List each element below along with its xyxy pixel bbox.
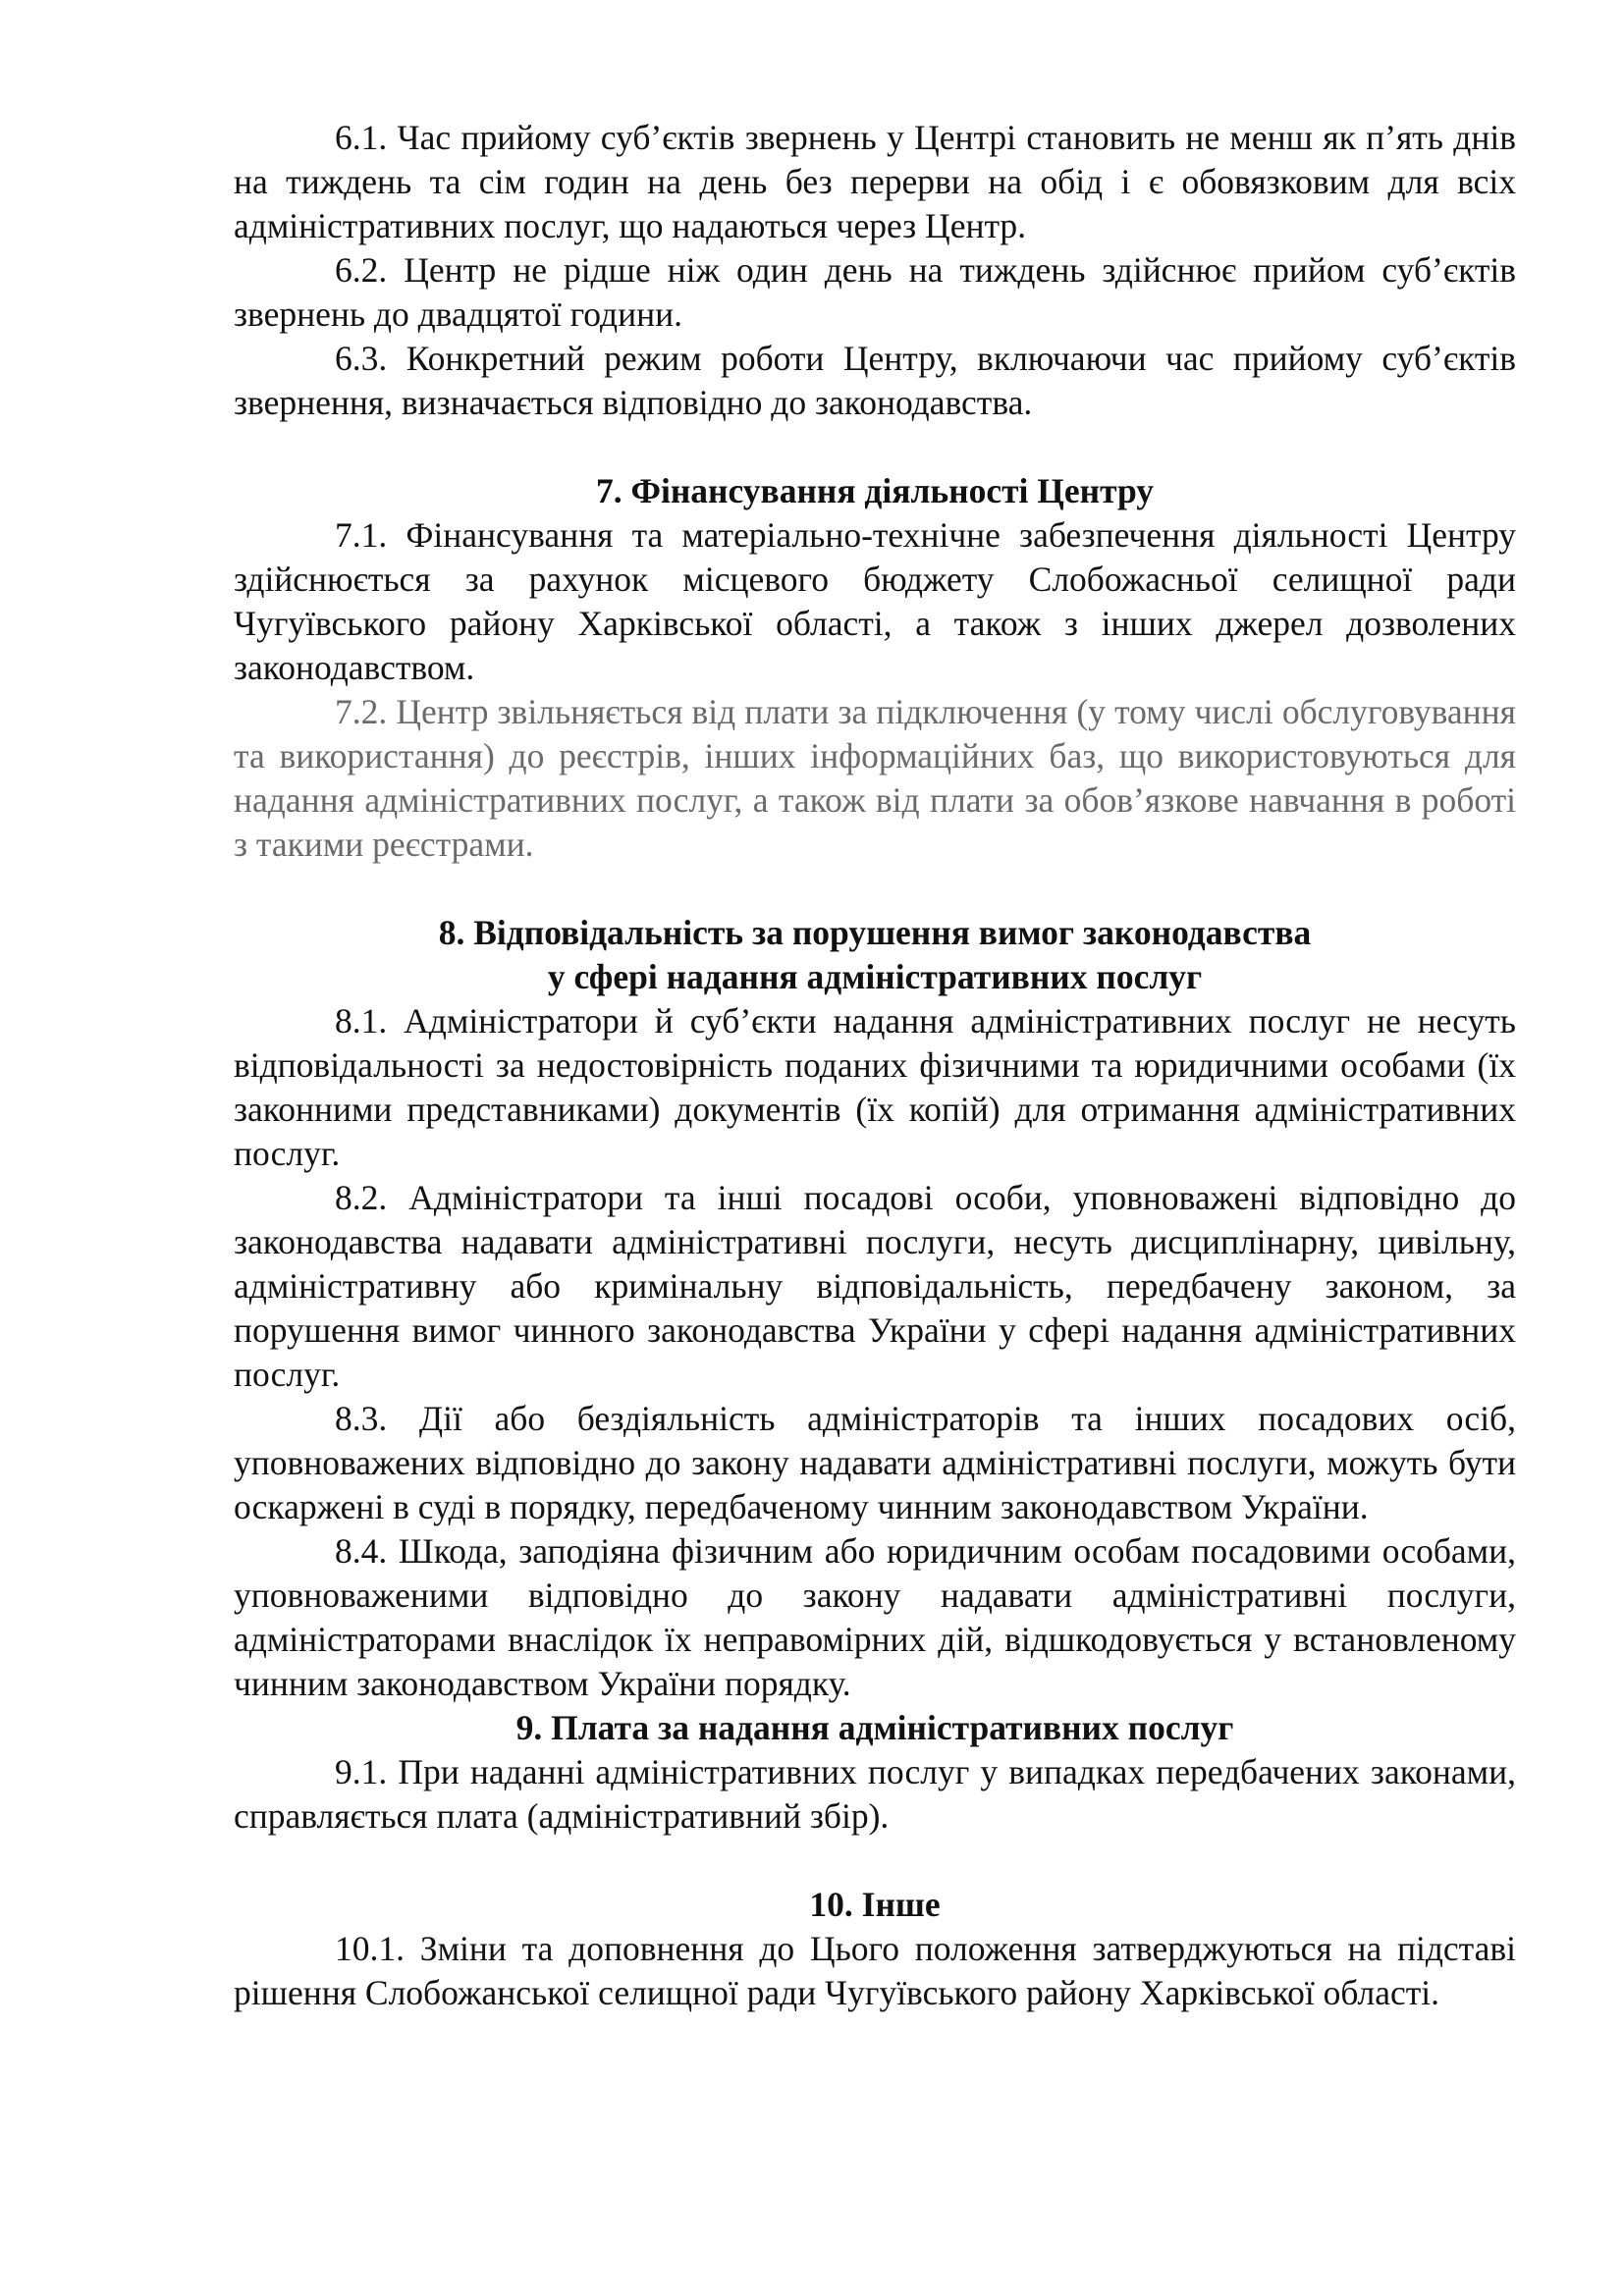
heading-section-8-line-2: у сфері надання адміністративних послуг [547, 957, 1203, 996]
paragraph-9-1: 9.1. При наданні адміністративних послуг у випадках передбачених законами, справляється плата (адміністративний збір). [234, 1752, 1516, 1836]
heading-section-10: 10. Інше [809, 1885, 941, 1924]
paragraph-7-1: 7.1. Фінансування та матеріально-технічне забезпечення діяльності Центру здійснюється за рахунок місцевого бюджету Слобожасньої селищної ради Чугуївського району Харківської області, а також з інших джерел дозволених законодавством. [234, 515, 1516, 687]
paragraph-6-3: 6.3. Конкретний режим роботи Центру, включаючи час прийому суб’єктів звернення, визначається відповідно до законодавства. [234, 339, 1516, 422]
paragraph-8-3: 8.3. Дії або бездіяльність адміністраторів та інших посадових осіб, уповноважених відповідно до закону надавати адміністративні послуги, можуть бути оскаржені в суді в порядку, передбаченому чинним законодавством України. [234, 1399, 1516, 1526]
paragraph-7-2: 7.2. Центр звільняється від плати за підключення (у тому числі обслуговування та використання) до реєстрів, інших інформаційних баз, що використовуються для надання адміністративних послуг, а також від плати за обов’язкове навчання в роботі з такими реєстрами. [234, 692, 1516, 864]
paragraph-6-2: 6.2. Центр не рідше ніж один день на тиждень здійснює прийом суб’єктів звернень до двадцятої години. [234, 250, 1516, 334]
heading-section-7: 7. Фінансування діяльності Центру [595, 471, 1155, 510]
heading-section-8-line-1: 8. Відповідальність за порушення вимог законодавства [438, 913, 1312, 952]
paragraph-10-1: 10.1. Зміни та доповнення до Цього положення затверджуються на підставі рішення Слобожанської селищної ради Чугуївського району Харківської області. [234, 1929, 1516, 2012]
paragraph-8-2: 8.2. Адміністратори та інші посадові особи, уповноважені відповідно до законодавства надавати адміністративні послуги, несуть дисциплінарну, цивільну, адміністративну або кримінальну відповідальність, передбачену законом, за порушення вимог чинного законодавства України у сфері надання адміністративних послуг. [234, 1178, 1516, 1394]
paragraph-6-1: 6.1. Час прийому суб’єктів звернень у Центрі становить не менш як п’ять днів на тиждень та сім годин на день без перерви на обід і є обовязковим для всіх адміністративних послуг, що надаються через Центр. [234, 118, 1516, 245]
heading-section-9: 9. Плата за надання адміністративних послуг [515, 1708, 1234, 1747]
document-page [234, 116, 1516, 2015]
paragraph-8-1: 8.1. Адміністратори й суб’єкти надання адміністративних послуг не несуть відповідальності за недостовірність поданих фізичними та юридичними особами (їх законними представниками) документів (їх копій) для отримання адміністративних послуг. [234, 1001, 1516, 1173]
paragraph-8-4: 8.4. Шкода, заподіяна фізичним або юридичним особам посадовими особами, уповноваженими відповідно до закону надавати адміністративні послуги, адміністраторами внаслідок їх неправомірних дій, відшкодовується у встановленому чинним законодавством України порядку. [234, 1531, 1516, 1703]
